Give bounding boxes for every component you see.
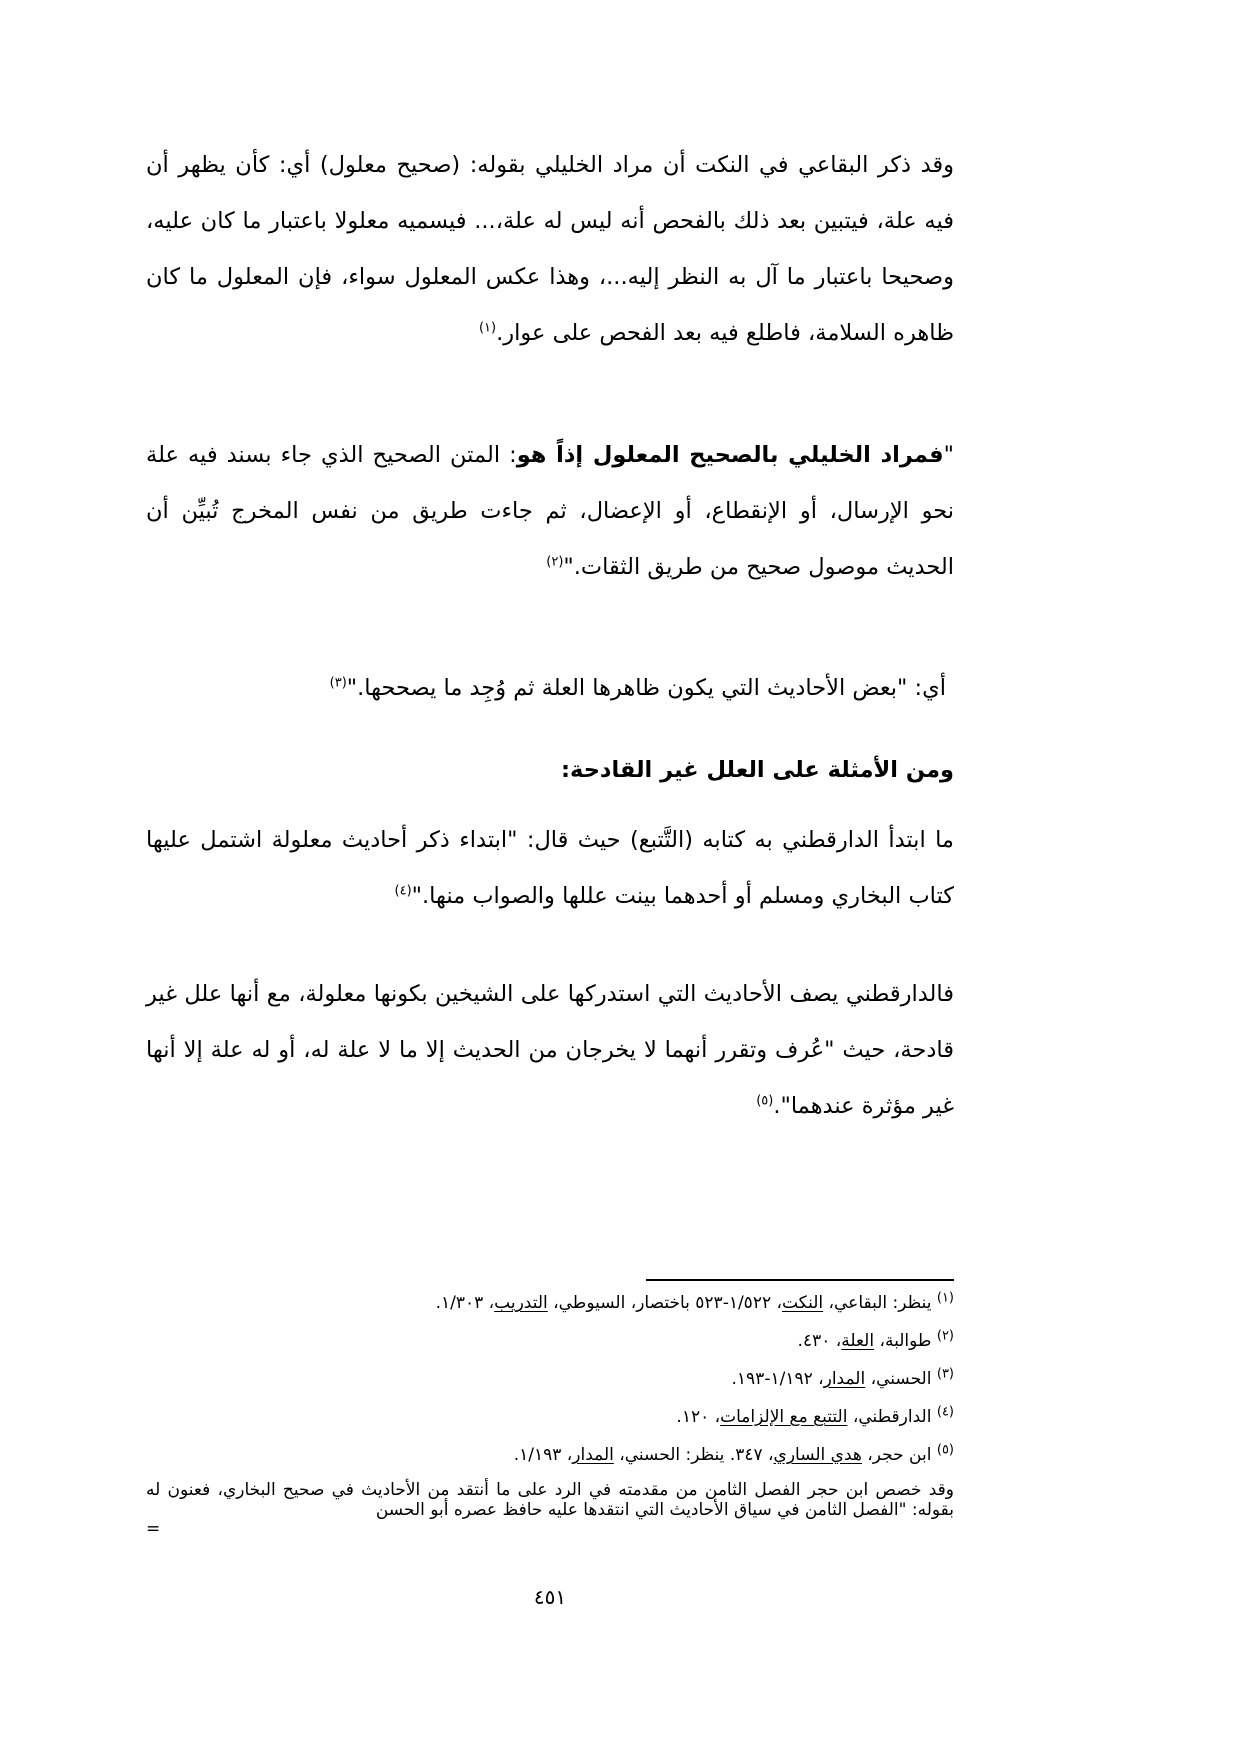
section-heading: ومن الأمثلة على العلل غير القادحة: [561, 757, 954, 783]
paragraph-khalili-definition: "فمراد الخليلي بالصحيح المعلول إذاً هو: المتن الصحيح الذي جاء بسند فيه علة نحو الإرسال، أو الإنقطاع، أو الإعضال، ثم جاءت طريق من نفس المخرج تُبيِّن أن الحديث موصول صحيح من طريق الثقات."$^{(٢)}$ [146, 442, 954, 580]
continued-marker: = [146, 1519, 161, 1539]
footnote-1: $^{(١)}$ ينظر: البقاعي، النكت، ١/٥٢٢-٥٢٣ باختصار، السيوطي، التدريب، ١/٣٠٣. [435, 1290, 954, 1313]
paragraph-text: وقد ذكر البقاعي في النكت أن مراد الخليلي بقوله: (صحيح معلول) أي: كأن يظهر أن فيه علة، فيتبين بعد ذلك بالفحص أنه ليس له علة،... فيسميه معلولا باعتبار ما كان عليه، وصحيحا باعتبار ما آل به النظر إليه...، وهذا عكس المعلول سواء، فإن المعلول ما كان ظاهره السلامة، فاطلع فيه بعد الفحص على عوار. [146, 152, 954, 346]
footnote-4: $^{(٤)}$ الدارقطني، التتبع مع الإلزامات، ١٢٠. [676, 1404, 954, 1427]
footnote-ref-5[interactable]: (٥) [756, 1093, 774, 1109]
footnote-separator [646, 1279, 954, 1281]
footnote-ref-1[interactable]: (١) [478, 320, 497, 336]
footnote-5: $^{(٥)}$ ابن حجر، هدي الساري، ٣٤٧. ينظر: الحسني، المدار، ١/١٩٣. [513, 1442, 954, 1465]
footnote-ref-4[interactable]: (٤) [394, 883, 412, 899]
paragraph-meaning: أي: "بعض الأحاديث التي يكون ظاهرها العلة ثم وُجِد ما يصححها."$^{(٣)}$ [329, 675, 946, 701]
source-title: العلة [841, 1331, 875, 1351]
source-title: التدريب [494, 1293, 548, 1313]
footnote-3: $^{(٣)}$ الحسني، المدار، ١/١٩٢-١٩٣. [731, 1366, 954, 1389]
paragraph-baqai-quote [146, 137, 954, 361]
footnote-ref-2[interactable]: (٢) [546, 554, 564, 570]
source-title: التتبع مع الإلزامات [720, 1407, 848, 1427]
page-number: ٤٥١ [533, 1585, 567, 1609]
source-title: المدار [823, 1369, 866, 1389]
source-title: هدي الساري [773, 1445, 862, 1465]
footnote-ref-3[interactable]: (٣) [329, 675, 347, 691]
footnote-2: $^{(٢)}$ طوالبة، العلة، ٤٣٠. [797, 1328, 954, 1351]
paragraph-daraqutni-start: ما ابتدأ الدارقطني به كتابه (التَّتبع) حيث قال: "ابتداء ذكر أحاديث معلولة اشتمل عليها كتاب البخاري ومسلم أو أحدهما بينت عللها والصواب منها."$^{(٤)}$ [146, 827, 954, 909]
bold-lead-phrase: فمراد الخليلي بالصحيح المعلول إذاً هو [516, 442, 944, 468]
paragraph-daraqutni-describes: فالدارقطني يصف الأحاديث التي استدركها على الشيخين بكونها معلولة، مع أنها علل غير قادحة، حيث "عُرف وتقرر أنهما لا يخرجان من الحديث إلا ما لا علة له، أو له علة إلا أنها غير مؤثرة عندهما".$^{(٥)}$ [146, 981, 954, 1119]
source-title: النكت [781, 1293, 824, 1313]
document-page [146, 0, 954, 1754]
source-title: المدار [572, 1445, 614, 1465]
footnote-5-continuation: وقد خصص ابن حجر الفصل الثامن من مقدمته في الرد على ما أنتقد من الأحاديث في صحيح البخاري، فعنون له بقوله: "الفصل الثامن في سياق الأحاديث التي انتقدها عليه حافظ عصره أبو الحسن [146, 1480, 954, 1520]
